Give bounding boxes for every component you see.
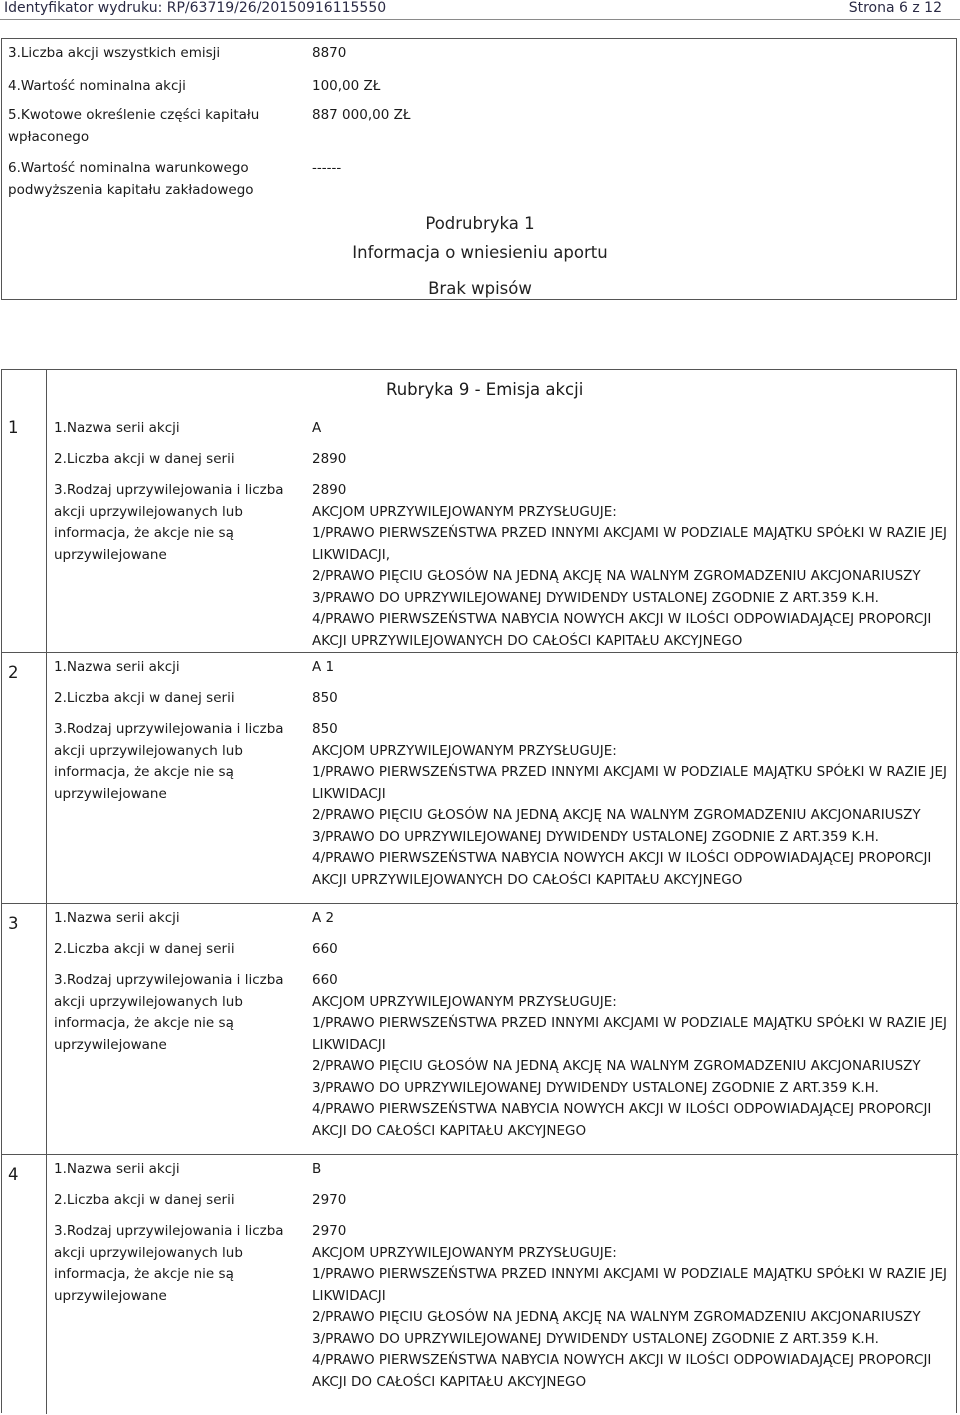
privilege-text-line: LIKWIDACJI [312, 1287, 386, 1304]
field-label-paid-capital [8, 105, 298, 148]
series-name-label: 1.Nazwa serii akcji [54, 910, 180, 926]
series-count-value: 2890 [312, 451, 347, 467]
privilege-text-line: 2/PRAWO PIĘCIU GŁOSÓW NA JEDNĄ AKCJĘ NA WALNYM ZGROMADZENIU AKCJONARIUSZY [312, 568, 921, 584]
series-count-value: 660 [312, 941, 338, 957]
privilege-text-line: 4/PRAWO PIERWSZEŃSTWA NABYCIA NOWYCH AKCJI W ILOŚCI ODPOWIADAJĄCEJ PROPORCJI [312, 1352, 932, 1368]
privilege-label [54, 1221, 294, 1307]
privilege-text-line: 1/PRAWO PIERWSZEŃSTWA PRZED INNYMI AKCJAMI W PODZIALE MAJĄTKU SPÓŁKI W RAZIE JEJ [312, 525, 947, 541]
privilege-label-line: 3.Rodzaj uprzywilejowania i liczba [54, 972, 284, 988]
row-number: 2 [8, 663, 19, 682]
subsection-subtitle: Informacja o wniesieniu aportu [352, 243, 608, 262]
privilege-text-line: 1/PRAWO PIERWSZEŃSTWA PRZED INNYMI AKCJAMI W PODZIALE MAJĄTKU SPÓŁKI W RAZIE JEJ [312, 1015, 947, 1031]
privilege-text-line: AKCJOM UPRZYWILEJOWANYM PRZYSŁUGUJE: [312, 993, 617, 1010]
section-title: Rubryka 9 - Emisja akcji [386, 380, 584, 399]
row-number: 4 [8, 1165, 19, 1184]
privilege-text-line: 2890 [312, 482, 347, 498]
privilege-text-line: AKCJOM UPRZYWILEJOWANYM PRZYSŁUGUJE: [312, 503, 617, 520]
row-number: 1 [8, 418, 19, 437]
privilege-label [54, 719, 294, 805]
privilege-text-line: AKCJOM UPRZYWILEJOWANYM PRZYSŁUGUJE: [312, 1244, 617, 1261]
share-issue-section [1, 369, 957, 1413]
privilege-description [312, 1221, 952, 1393]
privilege-text-line: 4/PRAWO PIERWSZEŃSTWA NABYCIA NOWYCH AKCJI W ILOŚCI ODPOWIADAJĄCEJ PROPORCJI [312, 1101, 932, 1117]
privilege-text-line: 3/PRAWO DO UPRZYWILEJOWANEJ DYWIDENDY USTALONEJ ZGODNIE Z ART.359 K.H. [312, 1079, 879, 1096]
series-name-value: A 1 [312, 659, 335, 675]
privilege-label-line: informacja, że akcje nie są [54, 764, 234, 780]
field-label-conditional-increase [8, 158, 298, 201]
header-divider [0, 19, 960, 20]
privilege-text-line: 2/PRAWO PIĘCIU GŁOSÓW NA JEDNĄ AKCJĘ NA WALNYM ZGROMADZENIU AKCJONARIUSZY [312, 807, 921, 823]
privilege-label-line: akcji uprzywilejowanych lub [54, 503, 243, 520]
subsection-title: Podrubryka 1 [425, 214, 535, 233]
privilege-text-line: AKCJI UPRZYWILEJOWANYCH DO CAŁOŚCI KAPITAŁU AKCYJNEGO [312, 632, 743, 649]
privilege-label-line: uprzywilejowane [54, 785, 167, 802]
privilege-label-line: 3.Rodzaj uprzywilejowania i liczba [54, 721, 284, 737]
field-label-line: 6.Wartość nominalna warunkowego [8, 160, 249, 176]
series-name-value: B [312, 1161, 322, 1177]
privilege-label-line: informacja, że akcje nie są [54, 1266, 234, 1282]
privilege-label [54, 480, 294, 566]
privilege-label-line: akcji uprzywilejowanych lub [54, 742, 243, 759]
page-number: Strona 6 z 12 [848, 0, 942, 16]
privilege-text-line: 1/PRAWO PIERWSZEŃSTWA PRZED INNYMI AKCJAMI W PODZIALE MAJĄTKU SPÓŁKI W RAZIE JEJ [312, 1266, 947, 1282]
field-label-total-shares: 3.Liczba akcji wszystkich emisji [8, 45, 221, 61]
privilege-text-line: 2970 [312, 1223, 347, 1239]
field-label-line: wpłaconego [8, 128, 90, 145]
capital-info-box [1, 38, 957, 300]
privilege-text-line: 1/PRAWO PIERWSZEŃSTWA PRZED INNYMI AKCJAMI W PODZIALE MAJĄTKU SPÓŁKI W RAZIE JEJ [312, 764, 947, 780]
print-identifier: Identyfikator wydruku: RP/63719/26/20150916115550 [4, 0, 387, 16]
privilege-text-line: 4/PRAWO PIERWSZEŃSTWA NABYCIA NOWYCH AKCJI W ILOŚCI ODPOWIADAJĄCEJ PROPORCJI [312, 611, 932, 627]
privilege-text-line: 660 [312, 972, 338, 988]
field-value-paid-capital: 887 000,00 ZŁ [312, 107, 411, 123]
privilege-description [312, 719, 952, 891]
privilege-text-line: 3/PRAWO DO UPRZYWILEJOWANEJ DYWIDENDY USTALONEJ ZGODNIE Z ART.359 K.H. [312, 589, 879, 606]
series-count-label: 2.Liczba akcji w danej serii [54, 451, 235, 467]
field-label-nominal-value: 4.Wartość nominalna akcji [8, 78, 186, 94]
privilege-label-line: uprzywilejowane [54, 546, 167, 563]
series-name-label: 1.Nazwa serii akcji [54, 420, 180, 436]
privilege-text-line: AKCJOM UPRZYWILEJOWANYM PRZYSŁUGUJE: [312, 742, 617, 759]
privilege-text-line: AKCJI DO CAŁOŚCI KAPITAŁU AKCYJNEGO [312, 1373, 587, 1390]
series-name-label: 1.Nazwa serii akcji [54, 1161, 180, 1177]
series-count-label: 2.Liczba akcji w danej serii [54, 1192, 235, 1208]
privilege-text-line: LIKWIDACJI [312, 785, 386, 802]
series-name-value: A [312, 420, 322, 436]
share-series-row [2, 1154, 958, 1415]
field-label-line: podwyższenia kapitału zakładowego [8, 181, 254, 198]
privilege-label-line: informacja, że akcje nie są [54, 1015, 234, 1031]
share-series-row [2, 398, 958, 652]
privilege-text-line: LIKWIDACJI [312, 1036, 386, 1053]
privilege-text-line: AKCJI UPRZYWILEJOWANYCH DO CAŁOŚCI KAPITAŁU AKCYJNEGO [312, 871, 743, 888]
privilege-description [312, 480, 952, 652]
privilege-label [54, 970, 294, 1056]
share-series-row [2, 652, 958, 904]
privilege-text-line: 2/PRAWO PIĘCIU GŁOSÓW NA JEDNĄ AKCJĘ NA WALNYM ZGROMADZENIU AKCJONARIUSZY [312, 1309, 921, 1325]
series-count-value: 2970 [312, 1192, 347, 1208]
print-header [0, 0, 960, 17]
privilege-text-line: 4/PRAWO PIERWSZEŃSTWA NABYCIA NOWYCH AKCJI W ILOŚCI ODPOWIADAJĄCEJ PROPORCJI [312, 850, 932, 866]
privilege-text-line: 3/PRAWO DO UPRZYWILEJOWANEJ DYWIDENDY USTALONEJ ZGODNIE Z ART.359 K.H. [312, 1330, 879, 1347]
series-name-label: 1.Nazwa serii akcji [54, 659, 180, 675]
privilege-text-line: 850 [312, 721, 338, 737]
field-value-conditional-increase: ------ [312, 160, 342, 176]
series-count-label: 2.Liczba akcji w danej serii [54, 690, 235, 706]
privilege-label-line: akcji uprzywilejowanych lub [54, 993, 243, 1010]
share-series-row [2, 903, 958, 1155]
privilege-label-line: akcji uprzywilejowanych lub [54, 1244, 243, 1261]
series-count-value: 850 [312, 690, 338, 706]
series-name-value: A 2 [312, 910, 335, 926]
privilege-text-line: 3/PRAWO DO UPRZYWILEJOWANEJ DYWIDENDY USTALONEJ ZGODNIE Z ART.359 K.H. [312, 828, 879, 845]
subsection-empty-text: Brak wpisów [428, 279, 532, 298]
privilege-label-line: uprzywilejowane [54, 1287, 167, 1304]
privilege-label-line: uprzywilejowane [54, 1036, 167, 1053]
field-label-line: 5.Kwotowe określenie części kapitału [8, 107, 260, 123]
field-value-total-shares: 8870 [312, 45, 347, 61]
series-count-label: 2.Liczba akcji w danej serii [54, 941, 235, 957]
privilege-text-line: LIKWIDACJI, [312, 546, 391, 563]
row-number: 3 [8, 914, 19, 933]
privilege-label-line: 3.Rodzaj uprzywilejowania i liczba [54, 1223, 284, 1239]
privilege-label-line: informacja, że akcje nie są [54, 525, 234, 541]
field-value-nominal-value: 100,00 ZŁ [312, 78, 381, 94]
privilege-description [312, 970, 952, 1142]
privilege-text-line: AKCJI DO CAŁOŚCI KAPITAŁU AKCYJNEGO [312, 1122, 587, 1139]
privilege-label-line: 3.Rodzaj uprzywilejowania i liczba [54, 482, 284, 498]
privilege-text-line: 2/PRAWO PIĘCIU GŁOSÓW NA JEDNĄ AKCJĘ NA WALNYM ZGROMADZENIU AKCJONARIUSZY [312, 1058, 921, 1074]
